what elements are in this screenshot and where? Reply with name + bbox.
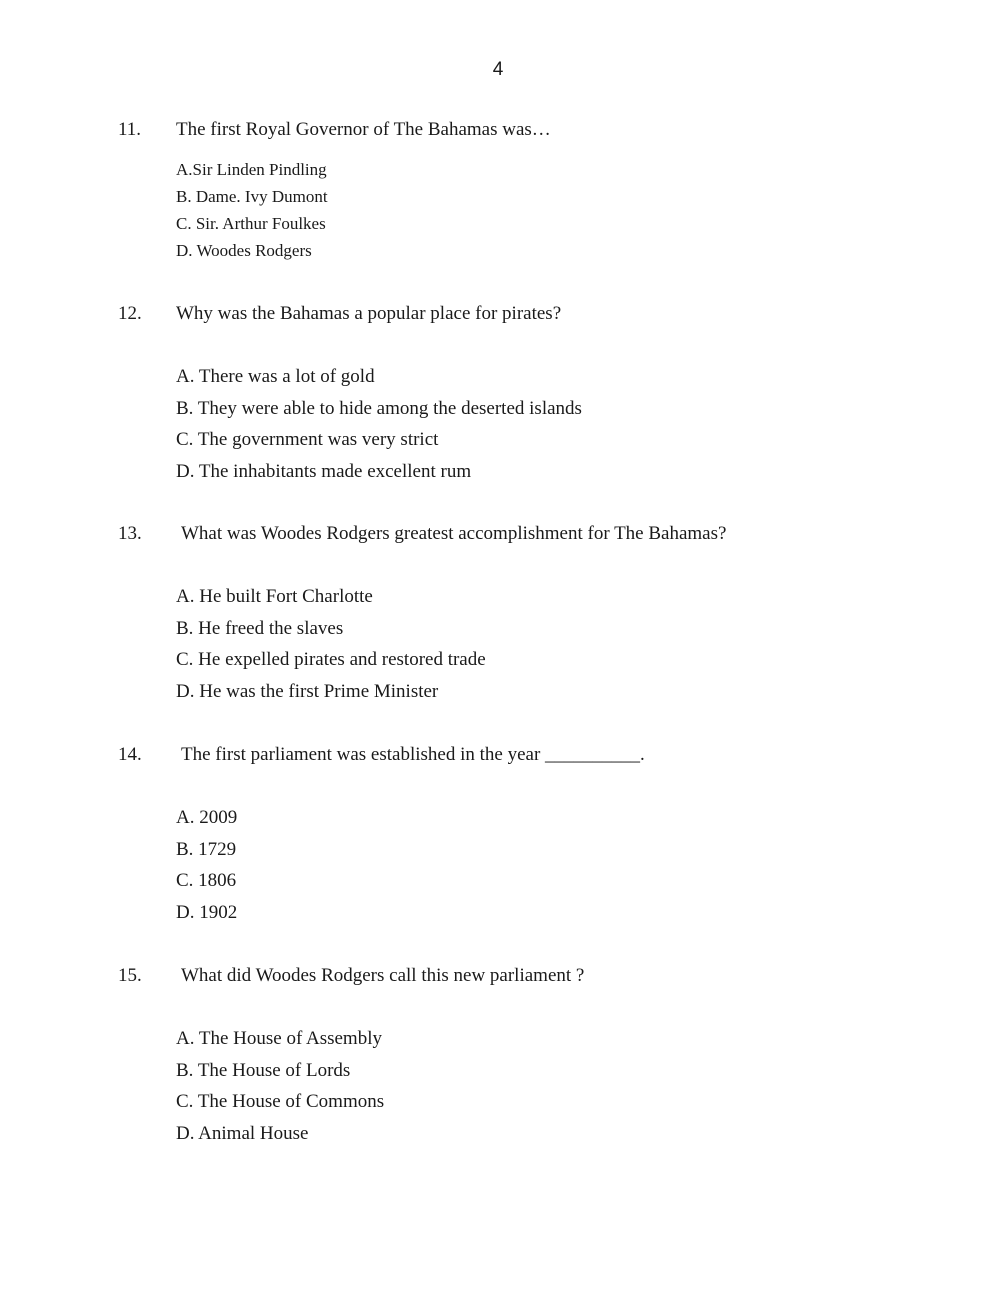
answer-options [176, 1026, 384, 1153]
question-number: 11. [118, 119, 142, 140]
option-d: D. Woodes Rodgers [176, 241, 312, 260]
page-number: 4 [492, 59, 504, 80]
option-c: C. The government was very strict [176, 429, 439, 451]
question-12 [118, 301, 918, 483]
answer-options [176, 364, 582, 491]
question-text: The first parliament was established in the year __________. [181, 744, 645, 765]
question-text: What did Woodes Rodgers call this new parliament ? [181, 965, 585, 986]
option-b: B. Dame. Ivy Dumont [176, 187, 328, 206]
question-number: 14. [118, 744, 142, 765]
option-b: B. They were able to hide among the deserted islands [176, 397, 582, 419]
answer-options [176, 159, 328, 267]
option-a: A. He built Fort Charlotte [176, 586, 373, 607]
option-d: D. He was the first Prime Minister [176, 681, 439, 703]
question-text: Why was the Bahamas a popular place for pirates? [176, 303, 562, 324]
question-11 [118, 117, 918, 260]
question-15 [118, 963, 918, 1145]
option-a: A. The House of Assembly [176, 1028, 382, 1049]
question-number: 12. [118, 303, 142, 324]
question-number: 15. [118, 965, 142, 986]
option-d: D. The inhabitants made excellent rum [176, 461, 472, 483]
option-c: C. He expelled pirates and restored trade [176, 649, 486, 671]
option-c: C. 1806 [176, 870, 237, 892]
option-b: B. 1729 [176, 838, 237, 860]
option-a: A. There was a lot of gold [176, 366, 375, 387]
option-b: B. The House of Lords [176, 1059, 351, 1081]
option-d: D. Animal House [176, 1123, 309, 1145]
option-a: A. 2009 [176, 807, 238, 828]
question-14 [118, 742, 918, 924]
question-text: What was Woodes Rodgers greatest accomplishment for The Bahamas? [181, 523, 727, 544]
option-b: B. He freed the slaves [176, 617, 344, 639]
option-d: D. 1902 [176, 902, 238, 924]
question-number: 13. [118, 523, 142, 544]
option-c: C. The House of Commons [176, 1091, 385, 1113]
answer-options [176, 584, 486, 711]
option-a: A.Sir Linden Pindling [176, 160, 327, 179]
answer-options [176, 805, 237, 932]
question-13 [118, 521, 918, 703]
option-c: C. Sir. Arthur Foulkes [176, 214, 326, 233]
question-text: The first Royal Governor of The Bahamas was… [176, 119, 551, 140]
